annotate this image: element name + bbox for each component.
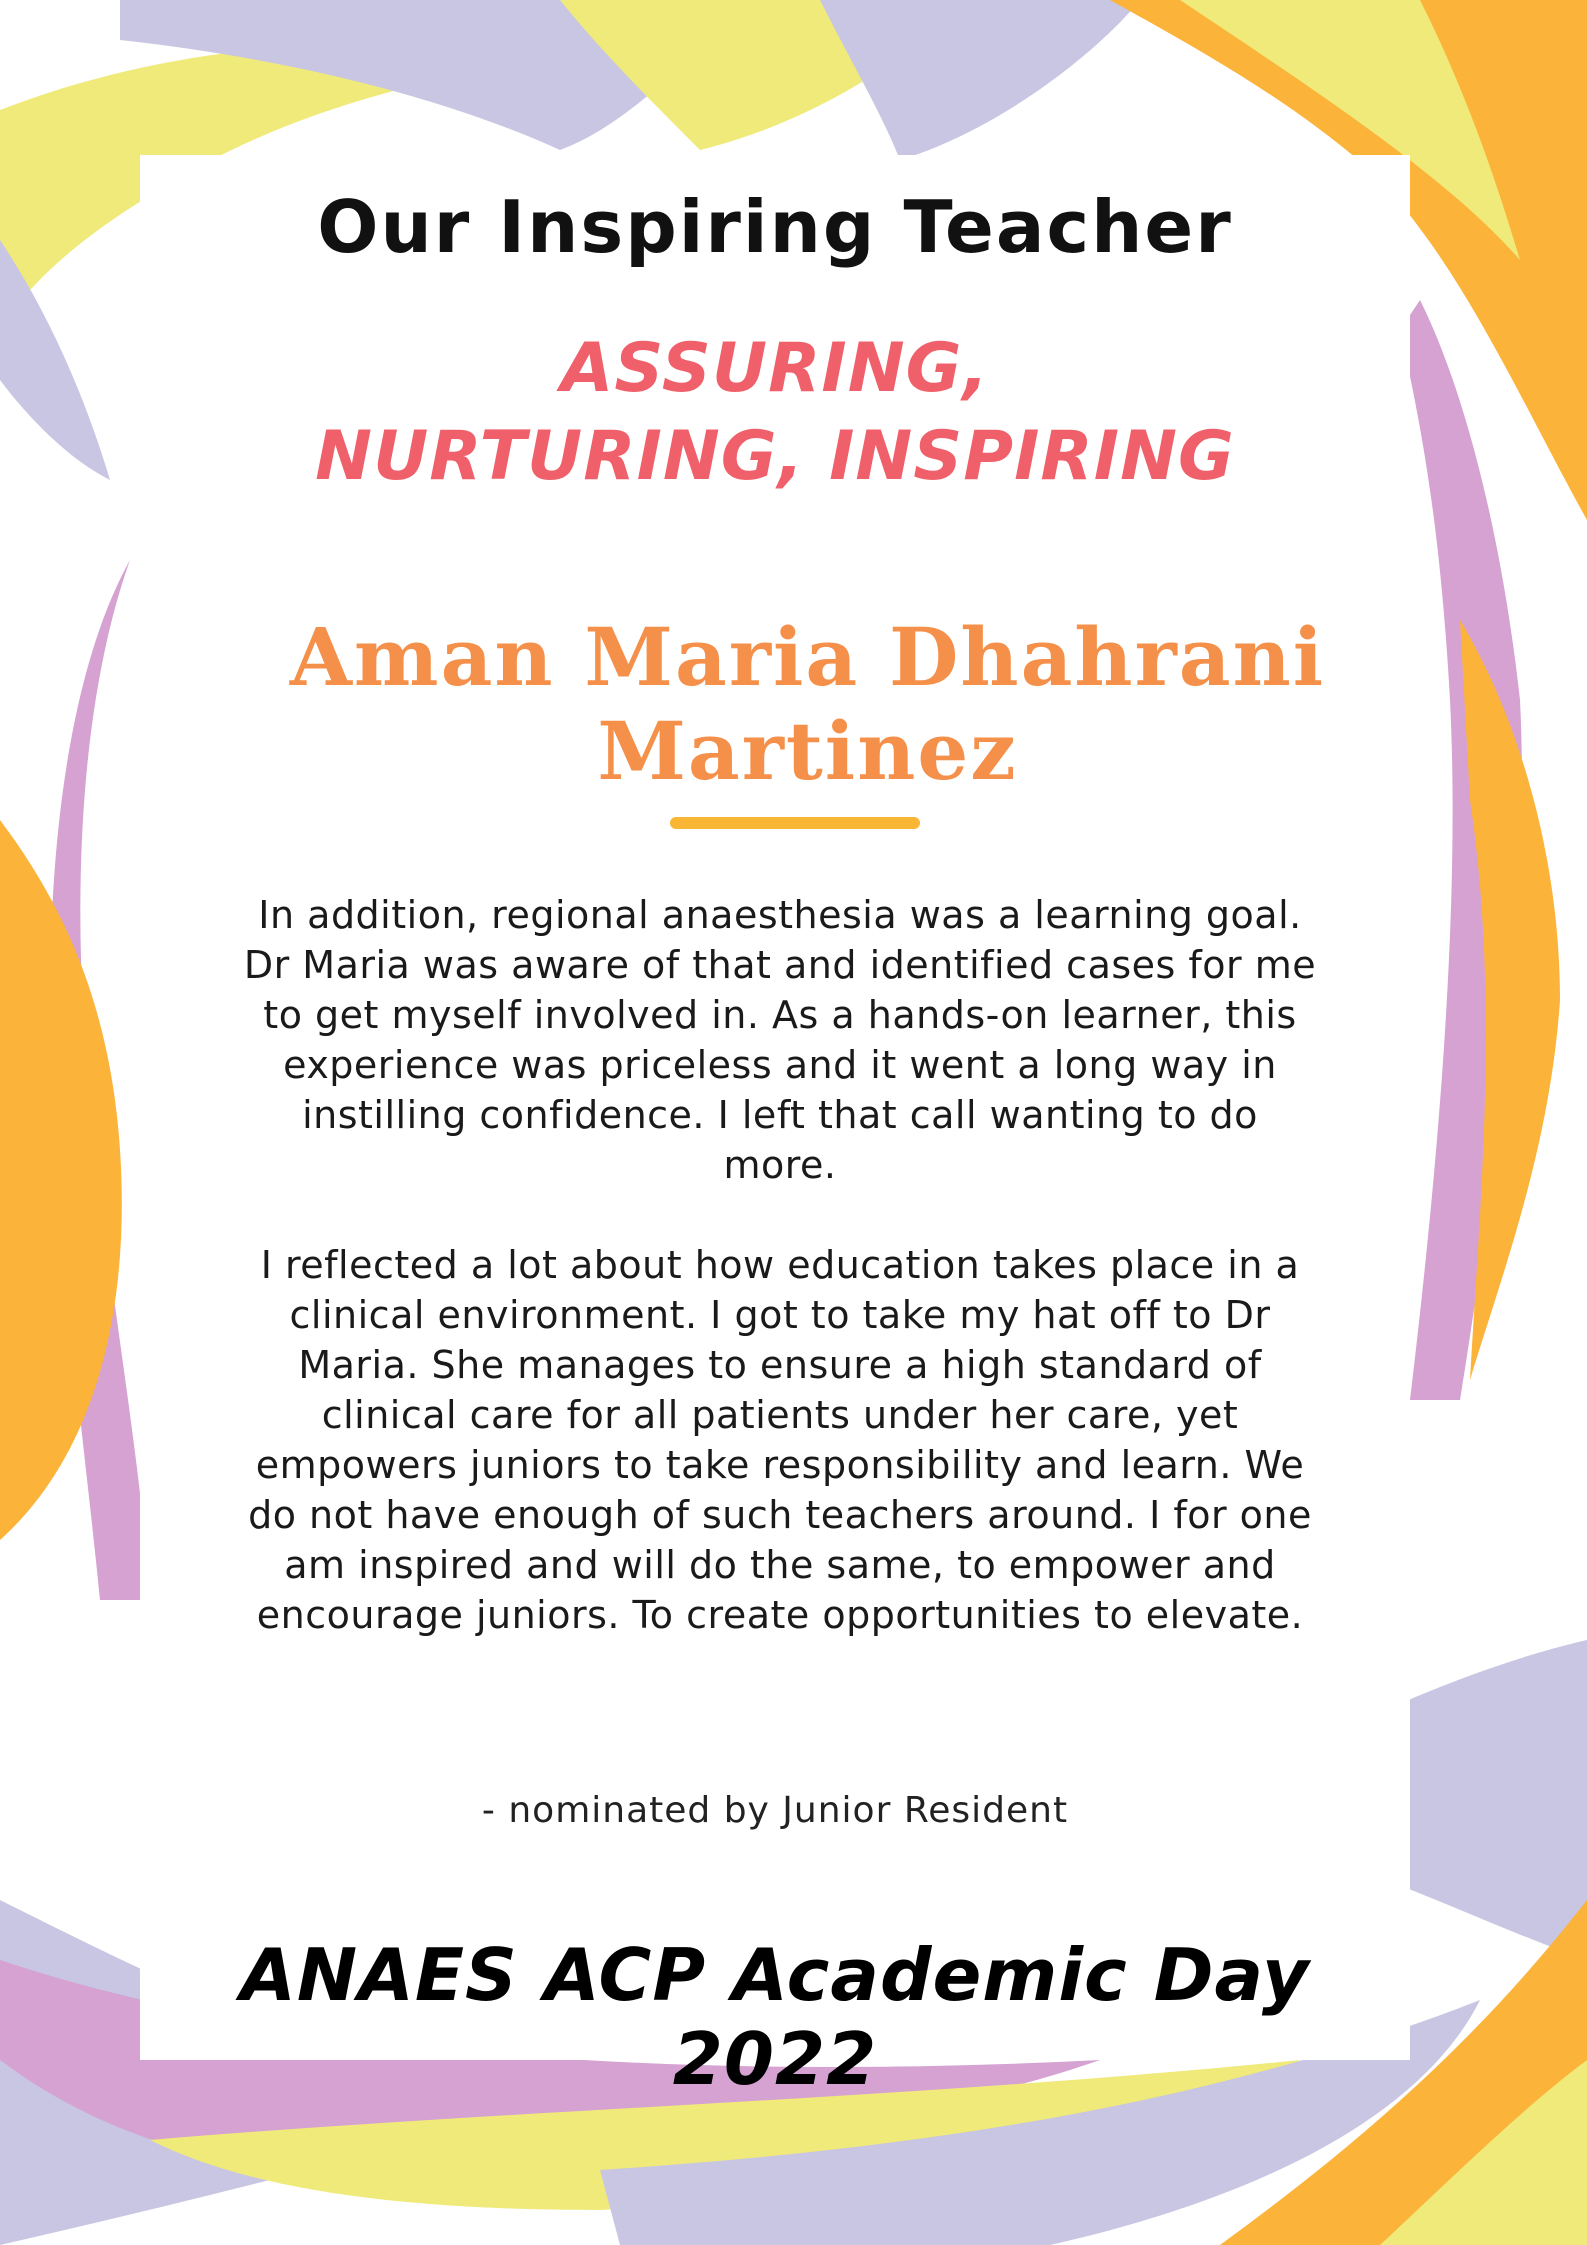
poster-card (140, 155, 1410, 2101)
name-underline (670, 817, 920, 829)
poster-title: Our Inspiring Teacher (317, 185, 1233, 269)
event-footer: ANAES ACP Academic Day 2022 (240, 1933, 1310, 2101)
testimonial-paragraph-1: In addition, regional anaesthesia was a learning goal. Dr Maria was aware of that and identified cases for me to get myself involved in. As a hands-on learner, this experience was priceless and it went a long way in instilling confidence. I left that call wanting to do more. (243, 893, 1317, 1187)
teacher-name: Aman Maria Dhahrani Martinez (289, 610, 1326, 798)
tagline: ASSURING, NURTURING, INSPIRING (315, 329, 1235, 496)
brush-stroke-lavender-top-right (820, 0, 1140, 160)
nominated-by: - nominated by Junior Resident (481, 1790, 1069, 1831)
brush-stroke-lavender-left (0, 240, 110, 480)
testimonial-paragraph-2: I reflected a lot about how education takes place in a clinical environment. I got to take my hat off to Dr Maria. She manages to ensure a high standard of clinical care for all patients under her care, yet empowers juniors to take responsibility and learn. We do not have enough of such teachers around. I for one am inspired and will do the same, to empower and encourage juniors. To create opportunities to elevate. (248, 1243, 1312, 1637)
